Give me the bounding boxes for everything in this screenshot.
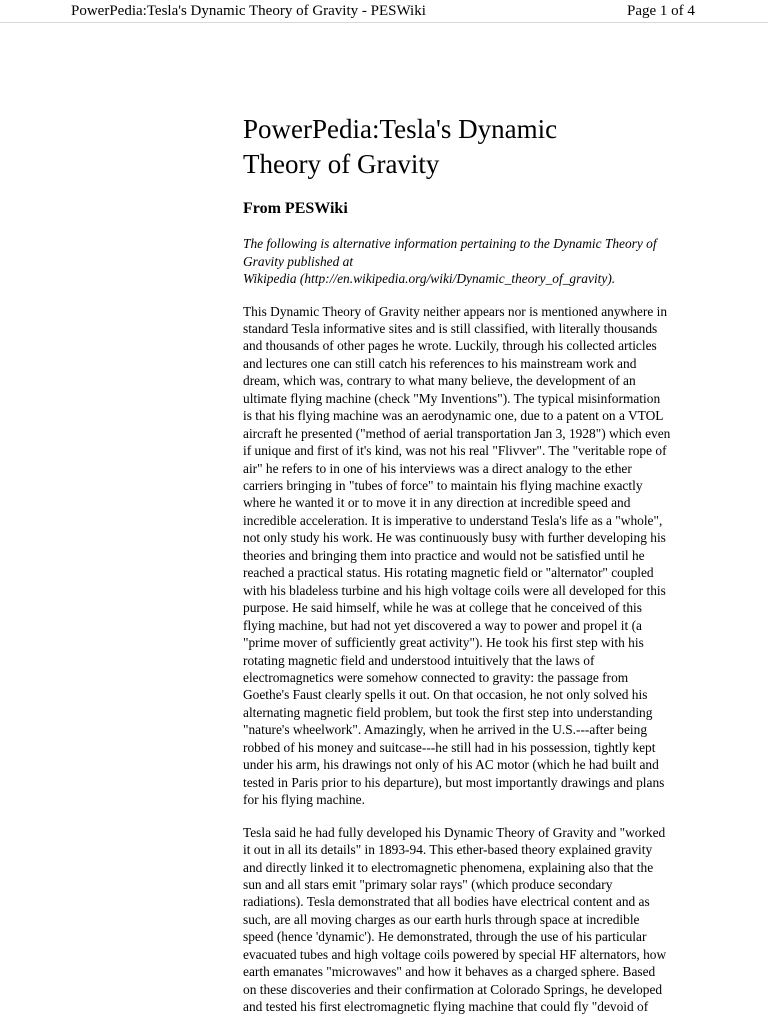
text-line: for his flying machine. — [243, 792, 365, 808]
text-line: reached a practical status. His rotating magnetic field or "alternator" coupled — [243, 565, 654, 581]
text-line: speed (hence 'dynamic'). He demonstrated, through the use of his particular — [243, 929, 647, 945]
body-paragraph-2 — [243, 824, 703, 1016]
text-line: with his bladeless turbine and his high voltage coils were all developed for this — [243, 582, 666, 598]
text-line: and lectures one can still catch his references to his mainstream work and — [243, 355, 637, 371]
body-paragraph-1 — [243, 303, 703, 809]
print-header-title: PowerPedia:Tesla's Dynamic Theory of Gravity - PESWiki — [71, 3, 426, 19]
text-line: theories and bringing them into practice and would not be satisfied until he — [243, 547, 645, 563]
text-line: radiations). Tesla demonstrated that all bodies have electrical content and as — [243, 894, 650, 910]
text-line: earth emanates "microwaves" and how it behaves as a charged sphere. Based — [243, 964, 656, 980]
text-line: alternating magnetic field problem, but took the first step into understanding — [243, 704, 653, 720]
text-line: and tested his first electromagnetic flying machine that could fly "devoid of — [243, 999, 649, 1015]
text-line: "prime mover of sufficiently great activity"). He took his first step with his — [243, 635, 644, 651]
text-line: is that his flying machine was an aerodynamic one, due to a patent on a VTOL — [243, 408, 664, 424]
text-line: and directly linked it to electromagnetic phenomena, explaining also that the — [243, 859, 654, 875]
text-line: This Dynamic Theory of Gravity neither appears nor is mentioned anywhere in — [243, 303, 668, 319]
text-line: tested in Paris prior to his departure), but most importantly drawings and plans — [243, 774, 665, 790]
intro-note — [243, 235, 703, 288]
text-line: where he wanted it or to move it in any direction at incredible speed and — [243, 495, 631, 511]
page-title-line: PowerPedia:Tesla's Dynamic — [243, 114, 558, 144]
page-number: Page 1 of 4 — [627, 3, 695, 19]
text-line: Goethe's Faust clearly spells it out. On that occasion, he not only solved his — [243, 687, 648, 703]
text-line: carriers bringing in "tubes of force" to maintain his flying machine exactly — [243, 478, 643, 494]
text-line: under his arm, his drawings not only of his AC motor (which he had built and — [243, 757, 659, 773]
text-line: robbed of his money and suitcase---he still had in his possession, tightly kept — [243, 739, 656, 755]
text-line: air" he refers to in one of his interviews was a direct analogy to the ether — [243, 460, 632, 476]
text-line: and thousands of other pages he wrote. Luckily, through his collected articles — [243, 338, 657, 354]
text-line: it out in all its details" in 1893-94. This ether-based theory explained gravity — [243, 842, 653, 858]
text-line: dream, which was, contrary to what many believe, the development of an — [243, 373, 636, 389]
print-header — [0, 0, 768, 22]
intro-line: Gravity published at — [243, 253, 354, 269]
text-line: evacuated tubes and high voltage coils powered by special HF alternators, how — [243, 946, 667, 962]
text-line: electromagnetics were somehow connected to gravity: the passage from — [243, 670, 629, 686]
article — [243, 112, 703, 1016]
text-line: if unique and first of it's kind, was not his real "Flivver". The "veritable rope of — [243, 443, 667, 459]
page-title — [243, 112, 703, 182]
text-line: on these discoveries and their confirmation at Colorado Springs, he developed — [243, 981, 663, 997]
text-line: Tesla said he had fully developed his Dynamic Theory of Gravity and "worked — [243, 824, 666, 840]
text-line: not only study his work. He was continuously busy with further developing his — [243, 530, 666, 546]
text-line: standard Tesla informative sites and is still classified, with literally thousands — [243, 320, 658, 336]
wikipedia-link[interactable]: Wikipedia (http://en.wikipedia.org/wiki/Dynamic_theory_of_gravity). — [243, 271, 616, 286]
page-title-line: Theory of Gravity — [243, 149, 440, 179]
text-line: purpose. He said himself, while he was at college that he conceived of this — [243, 600, 642, 616]
text-line: sun and all stars emit "primary solar rays" (which produce secondary — [243, 877, 613, 892]
header-divider — [0, 22, 768, 23]
text-line: incredible acceleration. It is imperative to understand Tesla's life as a "whole", — [243, 512, 663, 528]
intro-line: The following is alternative information pertaining to the Dynamic Theory of — [243, 236, 657, 251]
text-line: aircraft he presented ("method of aerial transportation Jan 3, 1928") which even — [243, 425, 671, 441]
byline: From PESWiki — [243, 200, 348, 217]
text-line: rotating magnetic field and understood intuitively that the laws of — [243, 652, 595, 668]
text-line: "nature's wheelwork". Amazingly, when he arrived in the U.S.---after being — [243, 722, 648, 738]
text-line: such, are all moving charges as our earth hurls through space at incredible — [243, 911, 640, 927]
text-line: flying machine, but had not yet discovered a way to power and propel it (a — [243, 617, 642, 633]
text-line: ultimate flying machine (check "My Inventions"). The typical misinformation — [243, 390, 661, 406]
